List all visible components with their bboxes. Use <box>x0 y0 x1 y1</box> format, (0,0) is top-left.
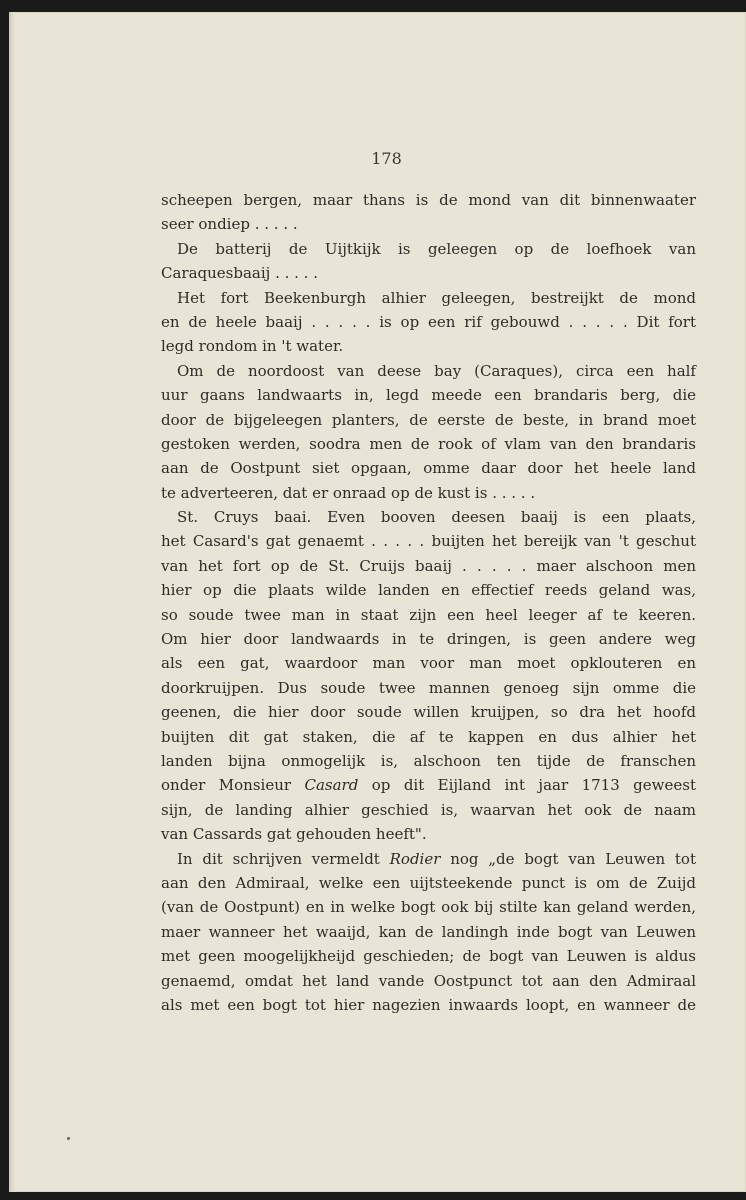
text-line: en de heele baaij . . . . . is op een rif gebouwd . . . . . Dit fort <box>161 312 696 331</box>
text-line: Om de noordoost van deese bay (Caraques), circa een half <box>177 361 696 380</box>
text-line: buijten dit gat staken, die af te kappen en dus alhier het <box>161 727 696 746</box>
text-line: als met een bogt tot hier nagezien inwaards loopt, en wanneer de <box>161 995 696 1014</box>
text-line: als een gat, waardoor man voor man moet opklouteren en <box>161 654 696 673</box>
text-line: genaemd, omdat het land vande Oostpunct tot aan den Admiraal <box>161 971 696 990</box>
text-line: Caraquesbaaij . . . . . <box>161 264 318 283</box>
text-line: seer ondiep . . . . . <box>161 215 298 234</box>
text-line: St. Cruys baai. Even booven deesen baaij is een plaats, <box>177 508 696 527</box>
text-line: (van de Oostpunt) en in welke bogt ook bij stilte kan geland werden, <box>161 898 696 917</box>
page-number: 178 <box>371 149 402 168</box>
body-text <box>161 188 696 1017</box>
text-line: onder Monsieur Casard op dit Eijland int jaar 1713 geweest <box>161 776 696 795</box>
book-page <box>9 12 746 1192</box>
text-line: legd rondom in 't water. <box>161 337 344 356</box>
page-gutter-shadow <box>9 12 15 1192</box>
text-line: van Cassards gat gehouden heeft". <box>161 825 427 844</box>
text-line: door de bijgeleegen planters, de eerste de beste, in brand moet <box>161 410 696 429</box>
text-line: geenen, die hier door soude willen kruijpen, so dra het hoofd <box>161 703 696 722</box>
text-line: te adverteeren, dat er onraad op de kust is . . . . . <box>161 483 536 502</box>
text-line: Het fort Beekenburgh alhier geleegen, bestreijkt de mond <box>177 288 696 307</box>
text-line: scheepen bergen, maar thans is de mond van dit binnenwaater <box>161 191 696 209</box>
text-line: landen bijna onmogelijk is, alschoon ten tijde de franschen <box>161 751 696 770</box>
text-line: Om hier door landwaards in te dringen, is geen andere weg <box>161 630 696 649</box>
text-line: sijn, de landing alhier geschied is, waarvan het ook de naam <box>161 800 696 819</box>
text-line: De batterij de Uijtkijk is geleegen op de loefhoek van <box>177 239 696 258</box>
text-line: doorkruijpen. Dus soude twee mannen genoeg sijn omme die <box>161 678 696 697</box>
text-line: aan de Oostpunt siet opgaan, omme daar door het heele land <box>161 459 696 478</box>
italic-name: Rodier <box>389 849 441 868</box>
text-line: maer wanneer het waaijd, kan de landingh inde bogt van Leuwen <box>161 922 696 941</box>
text-line: In dit schrijven vermeldt Rodier nog „de bogt van Leuwen tot <box>177 849 696 868</box>
text-line: uur gaans landwaarts in, legd meede een brandaris berg, die <box>161 386 696 405</box>
text-line: met geen moogelijkheijd geschieden; de bogt van Leuwen is aldus <box>161 947 696 966</box>
paper-speck <box>67 1137 70 1140</box>
italic-name: Casard <box>304 776 359 795</box>
text-line: van het fort op de St. Cruijs baaij . . . . . maer alschoon men <box>161 556 696 575</box>
text-line: het Casard's gat genaemt . . . . . buijten het bereijk van 't geschut <box>161 532 696 551</box>
text-line: aan den Admiraal, welke een uijtsteekende punct is om de Zuijd <box>161 873 696 892</box>
text-line: so soude twee man in staat zijn een heel leeger af te keeren. <box>161 605 696 624</box>
text-line: gestoken werden, soodra men de rook of vlam van den brandaris <box>161 434 696 453</box>
text-line: hier op die plaats wilde landen en effectief reeds geland was, <box>161 581 696 600</box>
